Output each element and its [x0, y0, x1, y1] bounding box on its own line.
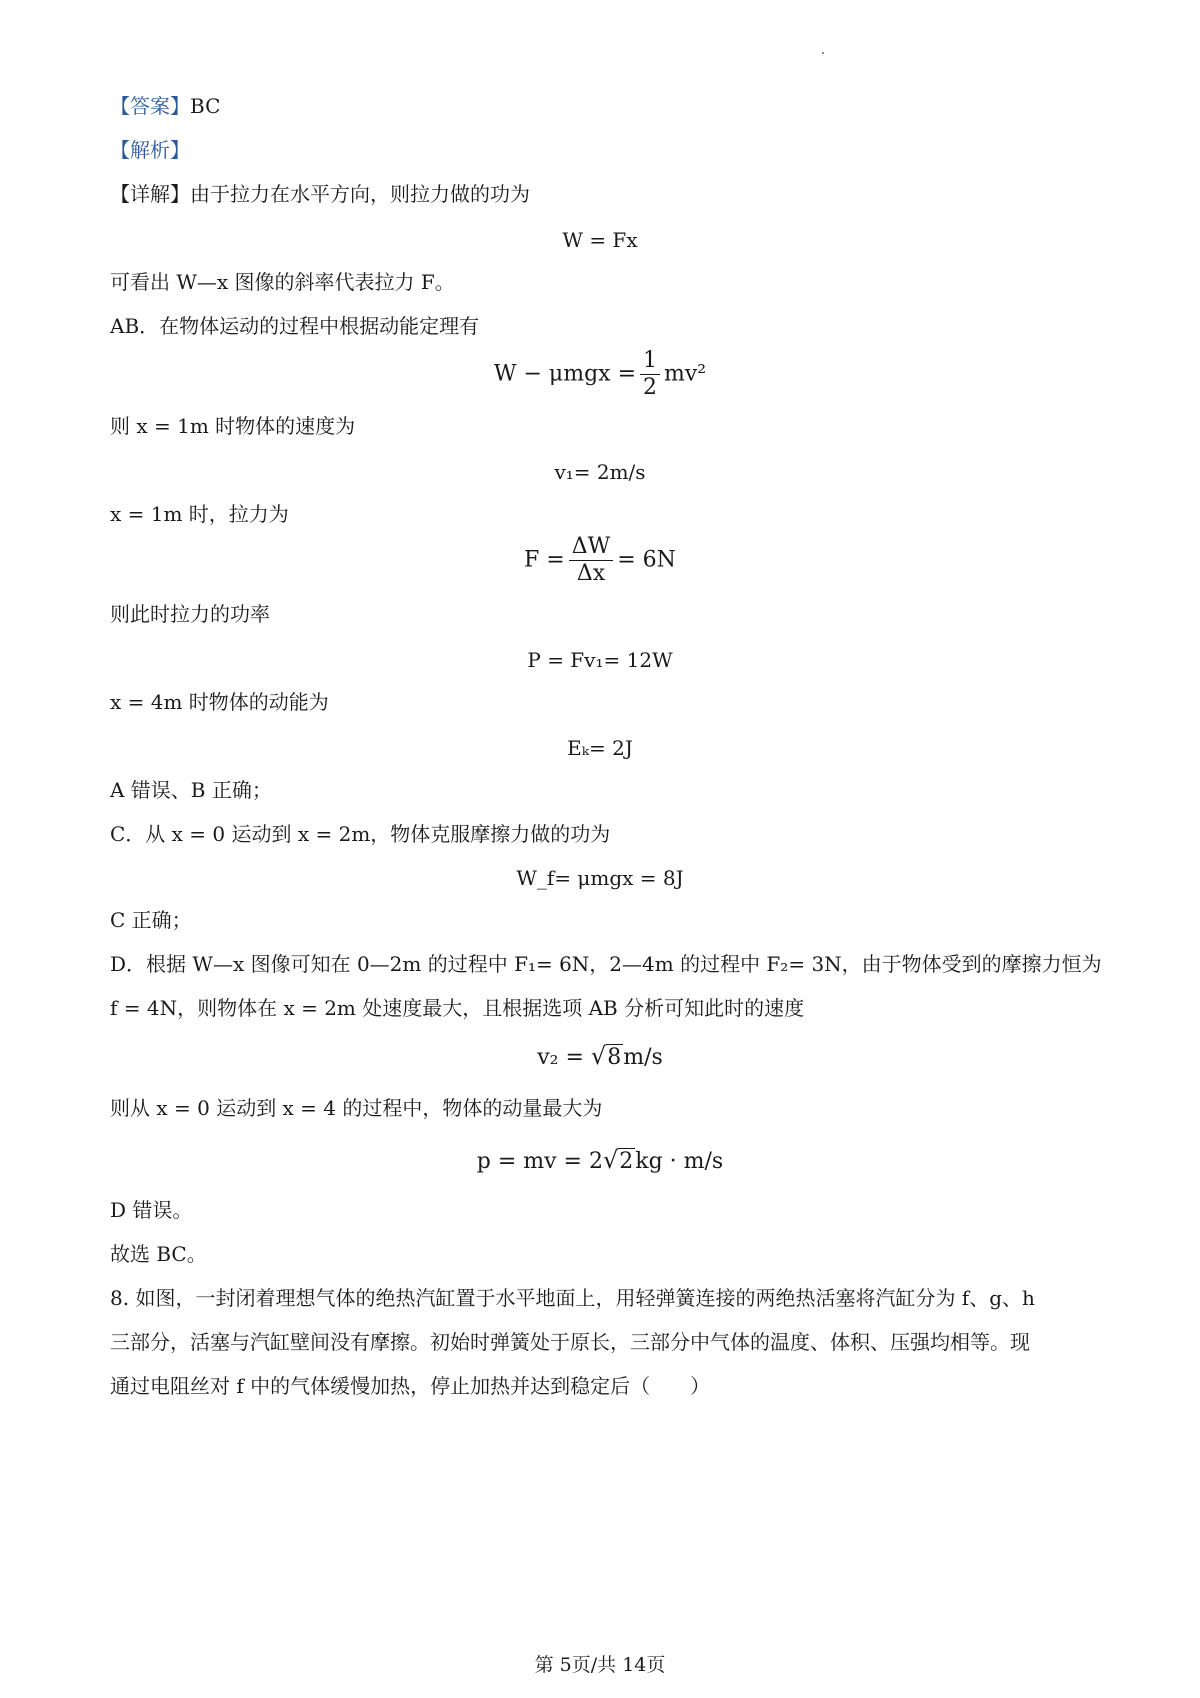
text-x4-ek: x = 4m 时物体的动能为: [110, 690, 329, 714]
eq9-unit: kg · m/s: [635, 1149, 724, 1174]
answer-tag: 【答案】: [110, 94, 190, 118]
text-x1-force: x = 1m 时，拉力为: [110, 502, 289, 526]
page-footer: 第 5页/共 14页: [534, 1654, 666, 1676]
fraction-delta: [569, 534, 614, 587]
equation-v2: [0, 1042, 1200, 1072]
equation-momentum: [0, 1146, 1200, 1176]
text-c-conclusion: C 正确；: [110, 908, 192, 932]
analysis-line: [110, 136, 190, 164]
question-8-line2: 三部分，活塞与汽缸壁间没有摩擦。初始时弹簧处于原长，三部分中气体的温度、体积、压强均相等。现: [110, 1330, 1030, 1354]
radicand: 2: [619, 1149, 634, 1174]
equation-friction-work: W_f= μmgx = 8J: [516, 866, 684, 890]
equation-force: [0, 534, 1200, 587]
text-d-line2: f = 4N，则物体在 x = 2m 处速度最大，且根据选项 AB 分析可知此时的速度: [110, 996, 805, 1020]
answer-line: [110, 92, 220, 120]
question-8-line1: 8. 如图，一封闭着理想气体的绝热汽缸置于水平地面上，用轻弹簧连接的两绝热活塞将汽缸分为 f、g、h: [110, 1286, 1035, 1310]
radicand: 8: [607, 1045, 622, 1070]
text-d-conclusion: D 错误。: [110, 1198, 193, 1222]
equation-kinetic-theorem: [0, 348, 1200, 401]
radical-sign: √: [602, 1146, 619, 1174]
text-d-momentum: 则从 x = 0 运动到 x = 4 的过程中，物体的动量最大为: [110, 1096, 603, 1120]
radical-sign: √: [590, 1042, 607, 1070]
detail-tag: 【详解】: [110, 182, 190, 206]
fraction-half: [640, 348, 660, 401]
detail-text: 由于拉力在水平方向，则拉力做的功为: [190, 182, 530, 206]
eq8-unit: m/s: [623, 1045, 663, 1070]
text-c-intro: C．从 x = 0 运动到 x = 2m，物体克服摩擦力做的功为: [110, 822, 611, 846]
text-power: 则此时拉力的功率: [110, 602, 270, 626]
fraction-numerator: 1: [640, 348, 660, 375]
text-slope: 可看出 W—x 图像的斜率代表拉力 F。: [110, 270, 455, 294]
eq2-right: mv²: [664, 361, 707, 387]
fraction-numerator-dw: ΔW: [569, 534, 614, 561]
equation-work: W = Fx: [562, 228, 638, 252]
eq4-right: = 6N: [617, 547, 676, 573]
eq9-left: p = mv = 2: [476, 1149, 603, 1174]
eq8-left: v₂ =: [537, 1045, 584, 1070]
text-choose: 故选 BC。: [110, 1242, 207, 1266]
answer-text: BC: [190, 94, 221, 118]
equation-power: P = Fv₁= 12W: [527, 648, 673, 672]
eq4-left: F =: [524, 547, 565, 573]
text-x1-velocity: 则 x = 1m 时物体的速度为: [110, 414, 356, 438]
text-ab-intro: AB．在物体运动的过程中根据动能定理有: [110, 314, 480, 338]
equation-v1: v₁= 2m/s: [554, 460, 646, 484]
fraction-denominator-dx: Δx: [576, 561, 606, 586]
analysis-tag: 【解析】: [110, 138, 190, 162]
detail-line: [110, 180, 530, 208]
equation-ek: Eₖ= 2J: [567, 736, 633, 760]
fraction-denominator: 2: [643, 375, 657, 400]
text-d-line1: D．根据 W—x 图像可知在 0—2m 的过程中 F₁= 6N，2—4m 的过程中 F₂= 3N，由于物体受到的摩擦力恒为: [110, 952, 1102, 976]
question-8-line3: 通过电阻丝对 f 中的气体缓慢加热，停止加热并达到稳定后（ ）: [110, 1374, 711, 1398]
eq2-left: W − μmgx =: [493, 361, 636, 387]
text-ab-conclusion: A 错误、B 正确；: [110, 778, 272, 802]
speck-dot: [822, 52, 824, 54]
